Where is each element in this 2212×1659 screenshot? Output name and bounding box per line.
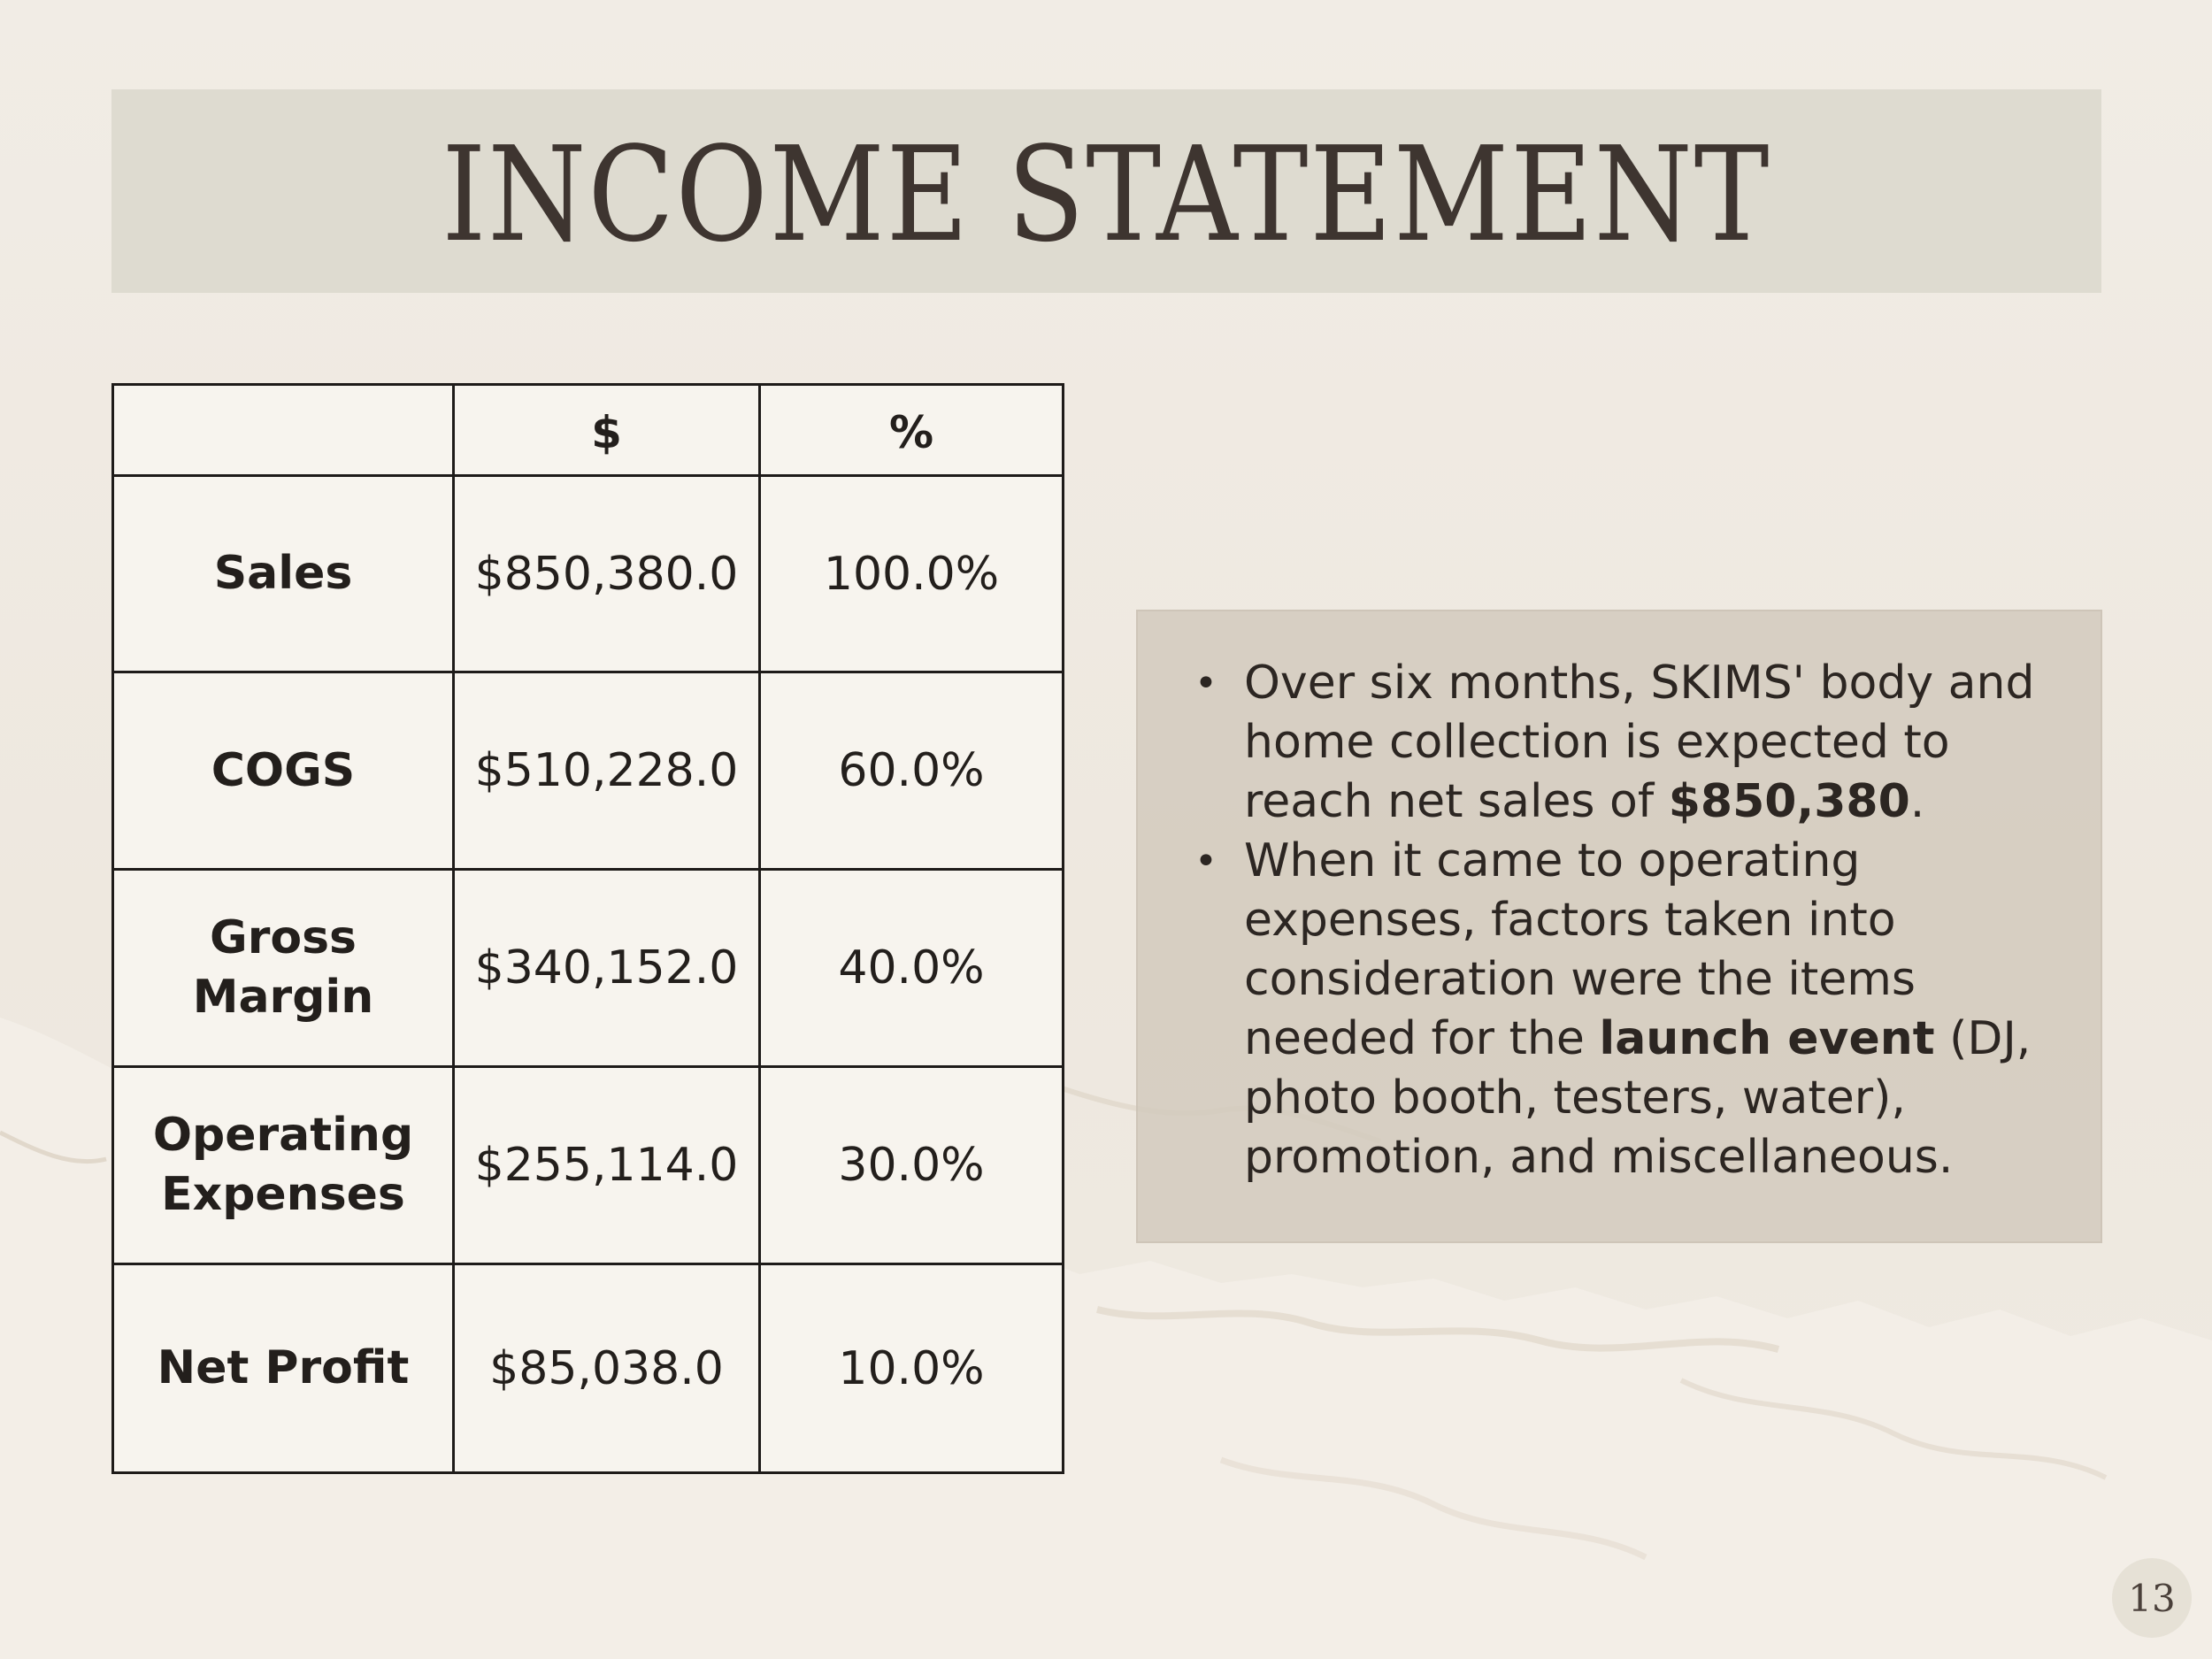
bullet-icon: • [1194, 661, 1217, 706]
page-title: INCOME STATEMENT [442, 119, 1771, 271]
note-emphasis: $850,380 [1668, 775, 1910, 828]
row-percent: 40.0% [760, 870, 1064, 1067]
row-percent: 30.0% [760, 1067, 1064, 1264]
row-amount: $850,380.0 [454, 476, 760, 672]
row-label-line: Operating [152, 1109, 414, 1163]
note-text: When it came to operating expenses, factors taken into consideration were the items needed for the [1244, 834, 1916, 1065]
bullet-icon: • [1194, 839, 1217, 884]
table-header-row [113, 385, 1064, 476]
table-row [113, 476, 1064, 672]
row-percent: 60.0% [760, 672, 1064, 870]
list-item [1187, 832, 2081, 1187]
title-bar [111, 89, 2101, 293]
row-label [113, 1264, 454, 1473]
row-label-line: Sales [213, 547, 353, 601]
table-row [113, 1264, 1064, 1473]
row-amount: $255,114.0 [454, 1067, 760, 1264]
row-label-line: Gross [210, 911, 357, 965]
row-label [113, 672, 454, 870]
notes-list [1187, 654, 2081, 1187]
row-label-line: COGS [211, 743, 356, 797]
list-item [1187, 654, 2081, 832]
row-label-line: Expenses [161, 1168, 405, 1221]
header-label-cell [113, 385, 454, 476]
income-table-container [111, 383, 1062, 1469]
row-label [113, 476, 454, 672]
note-emphasis: launch event [1599, 1012, 1935, 1065]
note-text-end: . [1909, 775, 1925, 828]
page-number-badge [2112, 1558, 2192, 1638]
row-percent: 10.0% [760, 1264, 1064, 1473]
row-amount: $85,038.0 [454, 1264, 760, 1473]
table-row [113, 1067, 1064, 1264]
row-label-line: Margin [192, 971, 374, 1024]
row-amount: $510,228.0 [454, 672, 760, 870]
header-percent: % [760, 385, 1064, 476]
row-percent: 100.0% [760, 476, 1064, 672]
page-number: 13 [2128, 1576, 2176, 1620]
income-table [111, 383, 1064, 1474]
row-label [113, 1067, 454, 1264]
row-label [113, 870, 454, 1067]
table-row [113, 672, 1064, 870]
table-row [113, 870, 1064, 1067]
row-label-line: Net Profit [157, 1341, 410, 1395]
notes-panel [1136, 610, 2102, 1243]
note-text-end: (DJ, photo booth, testers, water), promotion, and miscellaneous. [1244, 1012, 2032, 1184]
header-amount: $ [454, 385, 760, 476]
row-amount: $340,152.0 [454, 870, 760, 1067]
note-text: Over six months, SKIMS' body and home collection is expected to reach net sales of [1244, 657, 2035, 828]
